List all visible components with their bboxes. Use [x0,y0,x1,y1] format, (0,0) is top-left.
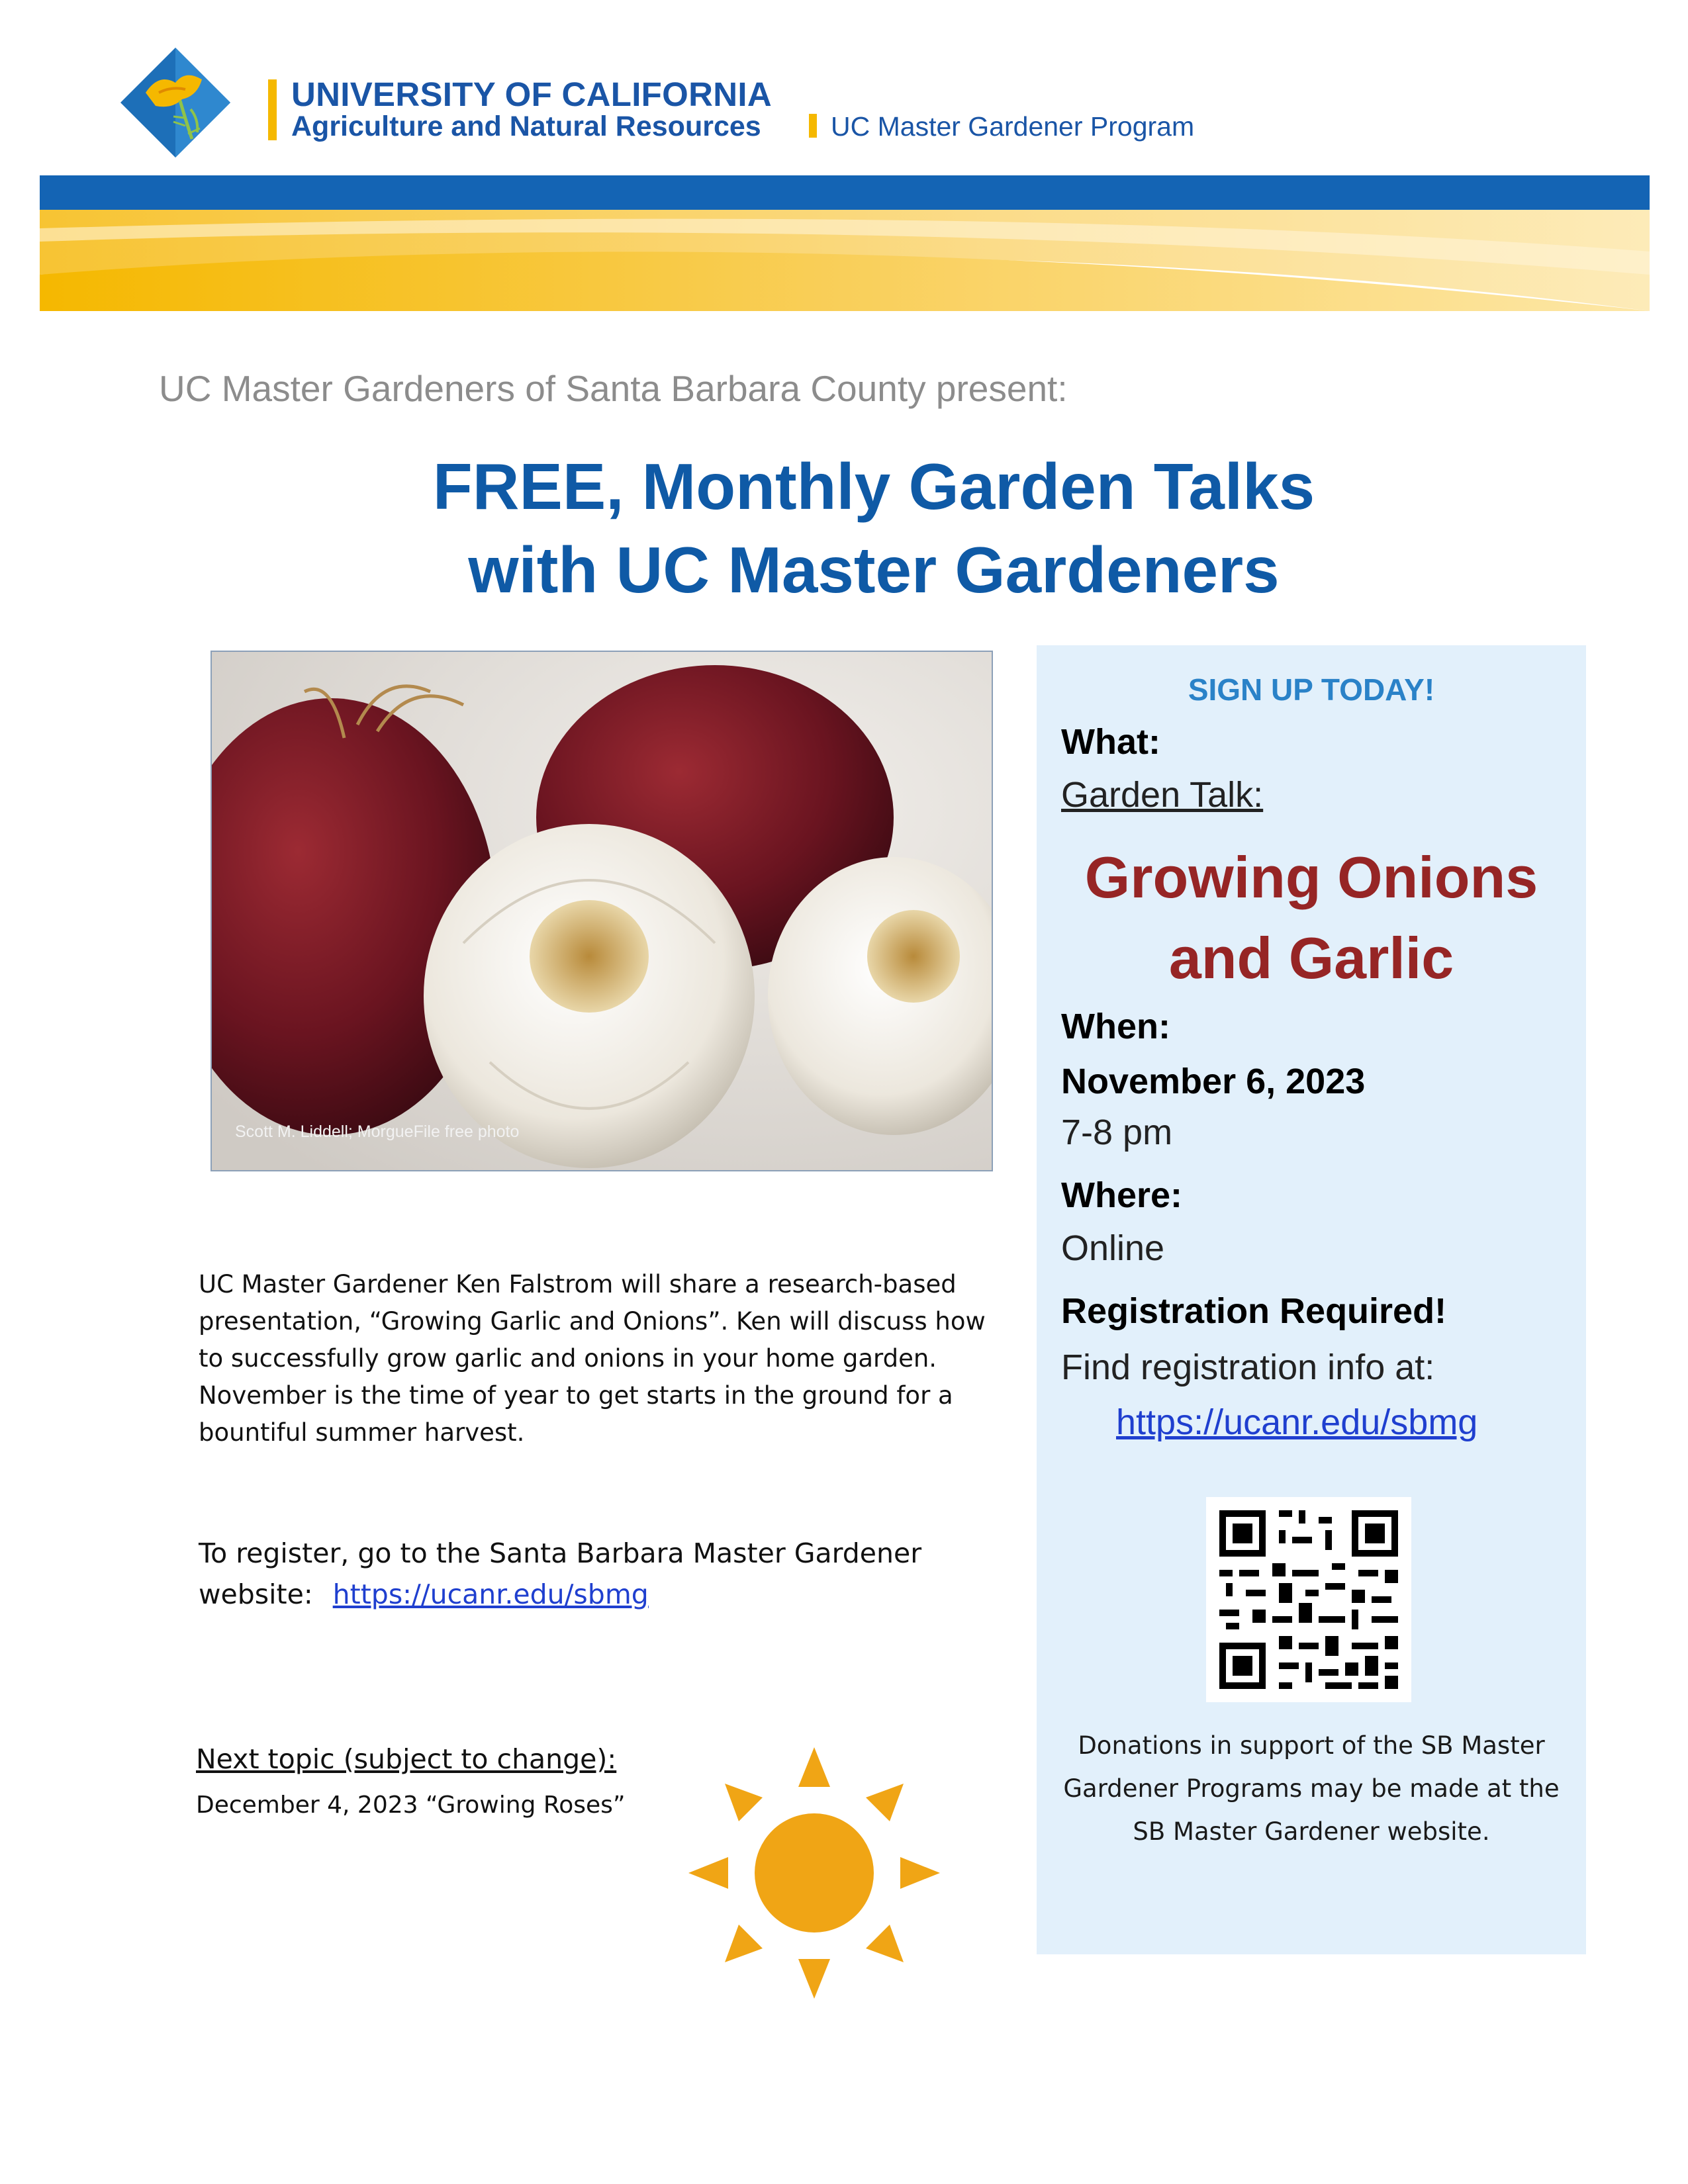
next-topic-label: Next topic (subject to change): [196,1743,617,1775]
register-link[interactable]: https://ucanr.edu/sbmg [332,1578,649,1610]
signup-sidebar [1037,645,1586,1954]
talk-title [1037,837,1586,999]
donations-line: SB Master Gardener website. [1133,1817,1490,1846]
description-line: presentation, “Growing Garlic and Onions”. Ken will discuss how [199,1307,986,1336]
when-time: 7-8 pm [1061,1113,1173,1152]
page-title [0,445,1688,612]
photo-credit: Scott M. Liddell; MorgueFile free photo [235,1122,520,1141]
description-line: bountiful summer harvest. [199,1418,525,1447]
page-title-line-2: with UC Master Gardeners [468,533,1280,606]
register-line-1: To register, go to the Santa Barbara Master Gardener [199,1537,922,1569]
program-divider-bar [809,114,817,138]
register-website-label: website: [199,1578,313,1610]
sun-icon [688,1747,940,1999]
sidebar-registration-link[interactable]: https://ucanr.edu/sbmg [1116,1402,1478,1442]
qr-code-icon[interactable] [1206,1497,1411,1702]
presenter-line: UC Master Gardeners of Santa Barbara County present: [159,368,1068,409]
donations-note [1037,1724,1586,1853]
registration-required: Registration Required! [1061,1291,1447,1331]
where-value: Online [1061,1228,1165,1268]
description-line: to successfully grow garlic and onions in your home garden. [199,1344,937,1373]
university-name: UNIVERSITY OF CALIFORNIA [291,75,772,113]
next-topic: December 4, 2023 “Growing Roses” [196,1792,626,1819]
when-label: When: [1061,1007,1170,1046]
page-title-line-1: FREE, Monthly Garden Talks [432,450,1315,523]
register-line-2 [199,1574,993,1615]
what-value: Garden Talk: [1061,775,1264,815]
onions-garlic-photo-icon [211,651,993,1171]
description-line: November is the time of year to get starts in the ground for a [199,1381,953,1410]
where-label: Where: [1061,1175,1183,1215]
header-banner [40,175,1650,311]
when-date: November 6, 2023 [1061,1062,1366,1101]
uc-divider-bar [268,79,277,140]
description-line: UC Master Gardener Ken Falstrom will share a research-based [199,1270,957,1298]
uc-anr-logo-icon [119,46,232,159]
talk-description [199,1266,993,1451]
program-name: UC Master Gardener Program [831,111,1195,142]
division-name: Agriculture and Natural Resources [291,111,761,142]
signup-heading: SIGN UP TODAY! [1188,672,1435,707]
find-info-label: Find registration info at: [1061,1347,1435,1387]
talk-title-line-1: Growing Onions [1084,844,1538,910]
register-instructions [199,1533,993,1615]
donations-line: Donations in support of the SB Master [1078,1731,1545,1760]
what-label: What: [1061,722,1160,762]
donations-line: Gardener Programs may be made at the [1063,1774,1560,1803]
talk-title-line-2: and Garlic [1168,925,1454,991]
